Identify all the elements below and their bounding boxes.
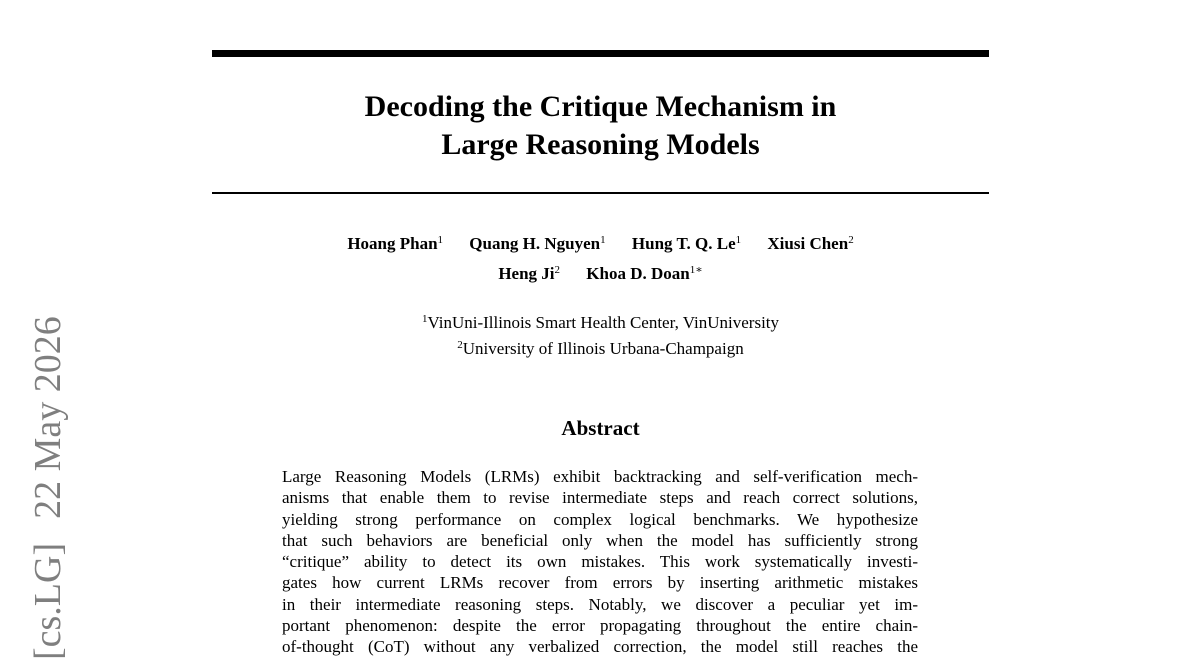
abstract-line: “critique” ability to detect its own mistakes. This work systematically investi- — [282, 552, 918, 572]
author-name: Heng Ji — [498, 264, 555, 283]
author-affiliation-mark: 2 — [554, 264, 561, 276]
abstract-heading: Abstract — [561, 416, 640, 440]
author-name: Hoang Phan — [347, 234, 438, 253]
affiliation-mark: 2 — [457, 339, 463, 351]
author-affiliation-mark: 1 — [735, 234, 742, 246]
title-line-1: Decoding the Critique Mechanism in — [364, 90, 837, 123]
author-name: Quang H. Nguyen — [469, 234, 601, 253]
author-name: Xiusi Chen — [767, 234, 849, 253]
abstract-line: gates how current LRMs recover from errors by inserting arithmetic mistakes — [282, 573, 918, 593]
author — [469, 234, 605, 254]
affiliation-mark: 1 — [421, 313, 428, 325]
author-affiliation-mark: 2 — [848, 234, 854, 246]
affiliation-text: VinUni-Illinois Smart Health Center, VinUniversity — [427, 313, 780, 332]
abstract-line: yielding strong performance on complex logical benchmarks. We hypothesize — [282, 509, 918, 529]
arxiv-date: 22 May 2026 — [27, 316, 69, 519]
affiliation-text: University of Illinois Urbana-Champaign — [462, 339, 744, 358]
author-name: Hung T. Q. Le — [631, 234, 736, 253]
abstract-line: portant phenomenon: despite the error propagating throughout the entire chain- — [282, 616, 918, 636]
title-rule — [212, 192, 989, 194]
abstract-line: that such behaviors are beneficial only when the model has sufficiently strong — [282, 530, 918, 550]
author — [586, 264, 702, 284]
author — [767, 234, 853, 254]
affiliation — [212, 339, 989, 359]
abstract-line: anisms that enable them to revise intermediate steps and reach correct solutions, — [282, 488, 918, 508]
author-list-row-1 — [212, 234, 989, 254]
affiliation — [212, 313, 989, 333]
author-affiliation-mark: 1 — [600, 234, 606, 246]
abstract-line: of-thought (CoT) without any verbalized correction, the model still reaches the — [282, 637, 918, 657]
author-affiliation-mark: 1∗ — [689, 264, 703, 276]
paper-title — [212, 88, 989, 164]
arxiv-category: [cs.LG] — [27, 542, 69, 660]
author-name: Khoa D. Doan — [586, 264, 690, 283]
author — [498, 264, 560, 284]
title-line-2: Large Reasoning Models — [441, 128, 760, 161]
arxiv-side-stamp — [26, 316, 70, 660]
author — [632, 234, 741, 254]
author-affiliation-mark: 1 — [437, 234, 444, 246]
top-rule — [212, 50, 989, 57]
author-list-row-2 — [212, 264, 989, 284]
author — [347, 234, 443, 254]
abstract-line: Large Reasoning Models (LRMs) exhibit backtracking and self-verification mech- — [282, 467, 918, 486]
abstract-line: in their intermediate reasoning steps. Notably, we discover a peculiar yet im- — [282, 594, 918, 614]
abstract-body — [282, 466, 918, 658]
